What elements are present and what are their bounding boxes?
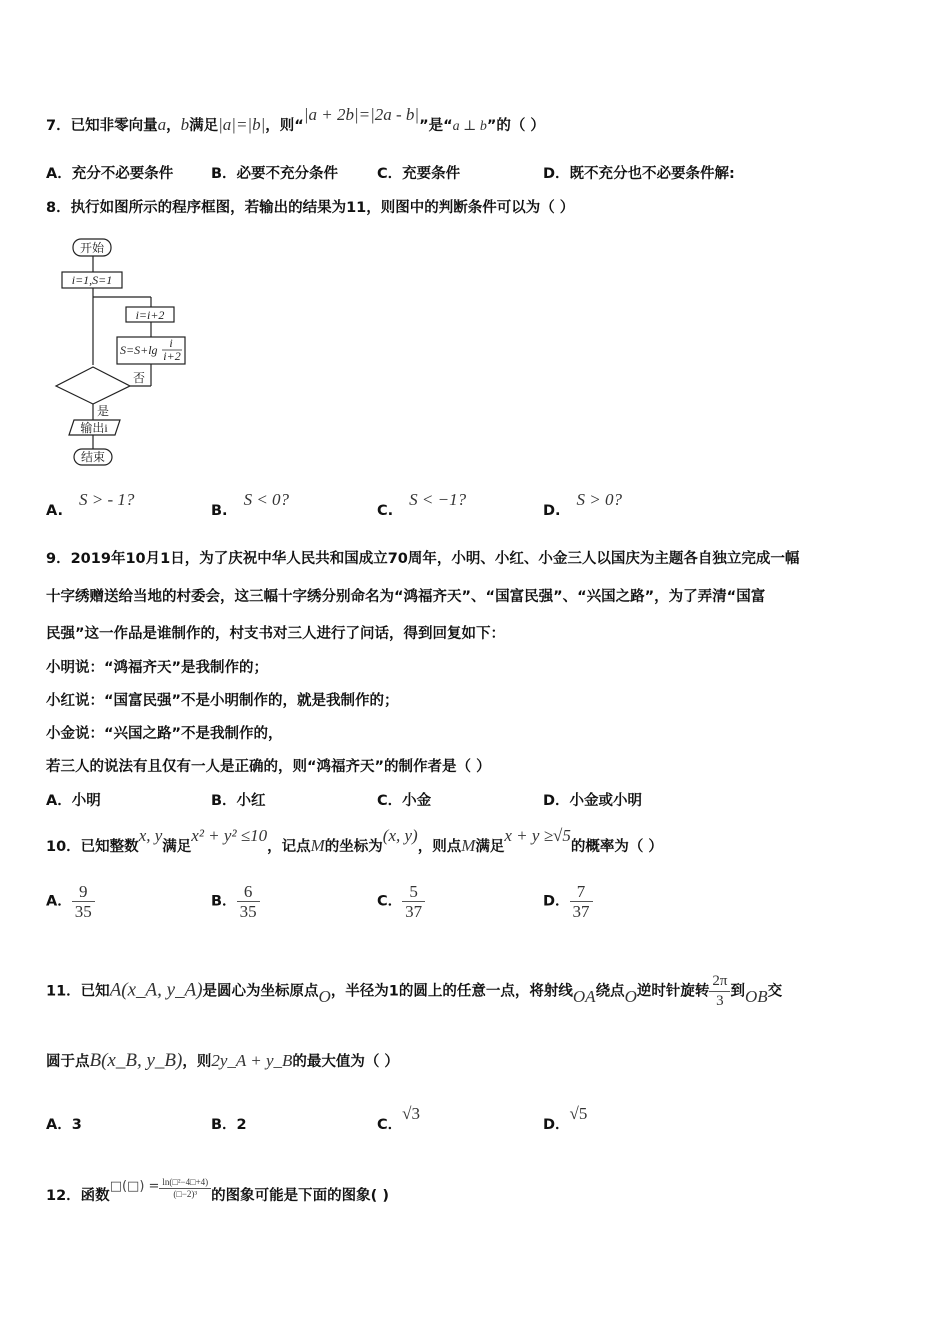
denominator: 35 xyxy=(74,902,92,921)
func-fraction xyxy=(159,1177,211,1200)
q12-stem xyxy=(46,1176,389,1208)
q8-option-c xyxy=(377,490,467,520)
q10-option-d xyxy=(543,882,593,921)
q10-option-c xyxy=(377,882,425,921)
q11-option-c xyxy=(377,1104,420,1134)
end-label: 结束 xyxy=(80,450,106,464)
q7-option-c: C．充要条件 xyxy=(377,166,461,182)
numerator: 9 xyxy=(72,882,95,902)
q7-text: ， xyxy=(166,118,181,134)
q9-line: 小金说：“兴国之路”不是我制作的， xyxy=(46,726,283,742)
init-label: i=1,S=1 xyxy=(71,273,113,287)
q10-option-a xyxy=(46,882,95,921)
q7-text: ，则“ xyxy=(265,118,304,134)
q11-text: 绕点 xyxy=(595,983,625,1000)
update-s-label: S=S+lg xyxy=(120,343,158,357)
q7-text: ”的（ ） xyxy=(486,118,545,134)
yes-label: 是 xyxy=(97,404,110,418)
option-label: A． xyxy=(46,893,72,910)
option-label: B. xyxy=(211,503,228,519)
option-label: C． xyxy=(377,1117,403,1133)
denominator: 37 xyxy=(405,902,423,921)
math-o: O xyxy=(318,986,331,1006)
denominator: 37 xyxy=(572,902,590,921)
q9-option-a: A．小明 xyxy=(46,793,101,809)
option-value: S < 0? xyxy=(243,490,290,509)
math-perp: a ⊥ b xyxy=(452,119,487,134)
q9-line: 十字绣赠送给当地的村委会，这三幅十字绣分别命名为“鸿福齐天”、“国富民强”、“兴国之路”，为了弄清“国富 xyxy=(46,589,766,605)
q11-text: 到 xyxy=(730,983,745,1000)
q11-stem-line2 xyxy=(46,1050,399,1072)
option-label: C. xyxy=(377,503,394,519)
math-ineq: x² + y² ≤10 xyxy=(191,826,268,845)
numerator: 5 xyxy=(402,882,425,902)
option-label: D． xyxy=(543,893,570,910)
q12-text: 12．函数 xyxy=(46,1188,110,1204)
q7-option-b: B．必要不充分条件 xyxy=(211,166,339,182)
q10-text: 满足 xyxy=(475,839,505,855)
q9-line: 9．2019年10月1日，为了庆祝中华人民共和国成立70周年，小明、小红、小金三人以国庆为主题各自独立完成一幅 xyxy=(46,551,800,567)
numerator: 7 xyxy=(570,882,593,902)
q9-line: 小红说：“国富民强”不是小明制作的，就是我制作的； xyxy=(46,693,399,709)
fraction xyxy=(570,882,593,921)
denominator: 3 xyxy=(716,993,724,1009)
denominator: 35 xyxy=(239,902,257,921)
math-b: b xyxy=(180,115,190,134)
frac-num: i xyxy=(169,336,173,350)
option-value: S > 0? xyxy=(576,490,623,509)
q11-stem-line1 xyxy=(46,972,782,1011)
q9-line: 小明说：“鸿福齐天”是我制作的； xyxy=(46,660,269,676)
q7-option-d: D．既不充分也不必要条件解: xyxy=(543,166,735,182)
q8-option-d xyxy=(543,490,623,520)
math-coord: (x, y) xyxy=(382,826,418,845)
q11-text: ，半径为1的圆上的任意一点，将射线 xyxy=(330,983,573,1000)
flowchart xyxy=(40,230,240,470)
option-value: S < −1? xyxy=(409,490,467,509)
numerator: ln(□²−4□+4) xyxy=(159,1177,211,1189)
denominator: (□−2)³ xyxy=(173,1188,198,1199)
option-label: D． xyxy=(543,1117,570,1133)
math-func: □(□) = xyxy=(109,1179,160,1194)
q11-text: 交 xyxy=(767,983,783,1000)
numerator: 6 xyxy=(237,882,260,902)
q7-text: ”是“ xyxy=(419,118,453,134)
q10-text: 10．已知整数 xyxy=(46,839,139,855)
start-label: 开始 xyxy=(79,241,105,255)
q11-text: 的最大值为（ ） xyxy=(292,1054,399,1070)
q12-text: 的图象可能是下面的图象( ) xyxy=(211,1188,389,1204)
math-sqrt5: √5 xyxy=(569,1104,588,1123)
q11-text: ，则 xyxy=(182,1054,212,1070)
fraction xyxy=(402,882,425,921)
math-cond: |a|=|b| xyxy=(218,115,266,134)
numerator: 2π xyxy=(709,972,730,992)
math-xy: x, y xyxy=(138,826,163,845)
q8-stem: 8．执行如图所示的程序框图，若输出的结果为11，则图中的判断条件可以为（ ） xyxy=(46,200,575,216)
q9-option-b: B．小红 xyxy=(211,793,266,809)
q9-line: 民强”这一作品是谁制作的，村支书对三人进行了问话，得到回复如下： xyxy=(46,626,506,642)
math-expr: 2y_A + y_B xyxy=(211,1051,293,1070)
math-point-b: B(x_B, y_B) xyxy=(89,1050,183,1071)
q7-stem xyxy=(46,105,545,135)
q11-text: 11．已知 xyxy=(46,983,110,1000)
math-ob: OB xyxy=(744,986,768,1006)
q10-text: ，记点 xyxy=(267,839,311,855)
math-point-a: A(x_A, y_A) xyxy=(109,979,203,1001)
q10-option-b xyxy=(211,882,260,921)
decision-node xyxy=(56,367,130,404)
option-label: D. xyxy=(543,503,561,519)
q7-option-a: A．充分不必要条件 xyxy=(46,166,174,182)
q11-option-d xyxy=(543,1104,588,1134)
q11-text: 圆于点 xyxy=(46,1054,90,1070)
update-i-label: i=i+2 xyxy=(135,308,165,322)
q8-option-a xyxy=(46,490,135,520)
math-cond: x + y ≥√5 xyxy=(504,826,571,845)
q11-option-a: A．3 xyxy=(46,1117,82,1133)
option-label: B． xyxy=(211,893,237,910)
q10-text: ，则点 xyxy=(417,839,462,855)
q9-line: 若三人的说法有且仅有一人是正确的，则“鸿福齐天”的制作者是（ ） xyxy=(46,759,491,775)
output-label: 输出i xyxy=(80,421,108,435)
q9-option-d: D．小金或小明 xyxy=(543,793,643,809)
option-label: A. xyxy=(46,503,63,519)
q11-text: 是圆心为坐标原点 xyxy=(202,983,319,1000)
frac-den: i+2 xyxy=(163,349,181,363)
q10-stem xyxy=(46,826,663,856)
math-m: M xyxy=(310,836,325,855)
q11-text: 逆时针旋转 xyxy=(636,983,710,1000)
q10-text: 的坐标为 xyxy=(324,839,383,855)
option-label: C． xyxy=(377,893,403,910)
math-oa: OA xyxy=(572,986,596,1006)
fraction xyxy=(72,882,95,921)
q7-text: 7．已知非零向量 xyxy=(46,118,158,134)
no-label: 否 xyxy=(133,371,146,385)
q10-text: 满足 xyxy=(162,839,192,855)
math-expr: |a + 2b|=|2a - b| xyxy=(303,105,420,124)
q7-text: 满足 xyxy=(189,118,219,134)
q8-option-b xyxy=(211,490,290,520)
math-o: O xyxy=(624,986,637,1006)
math-a: a xyxy=(157,115,167,134)
math-m: M xyxy=(461,836,476,855)
option-value: S > - 1? xyxy=(79,490,135,509)
fraction xyxy=(237,882,260,921)
q9-option-c: C．小金 xyxy=(377,793,432,809)
q10-text: 的概率为（ ） xyxy=(570,839,663,855)
angle-fraction xyxy=(709,972,730,1011)
q11-option-b: B．2 xyxy=(211,1117,247,1133)
math-sqrt3: √3 xyxy=(402,1104,420,1123)
